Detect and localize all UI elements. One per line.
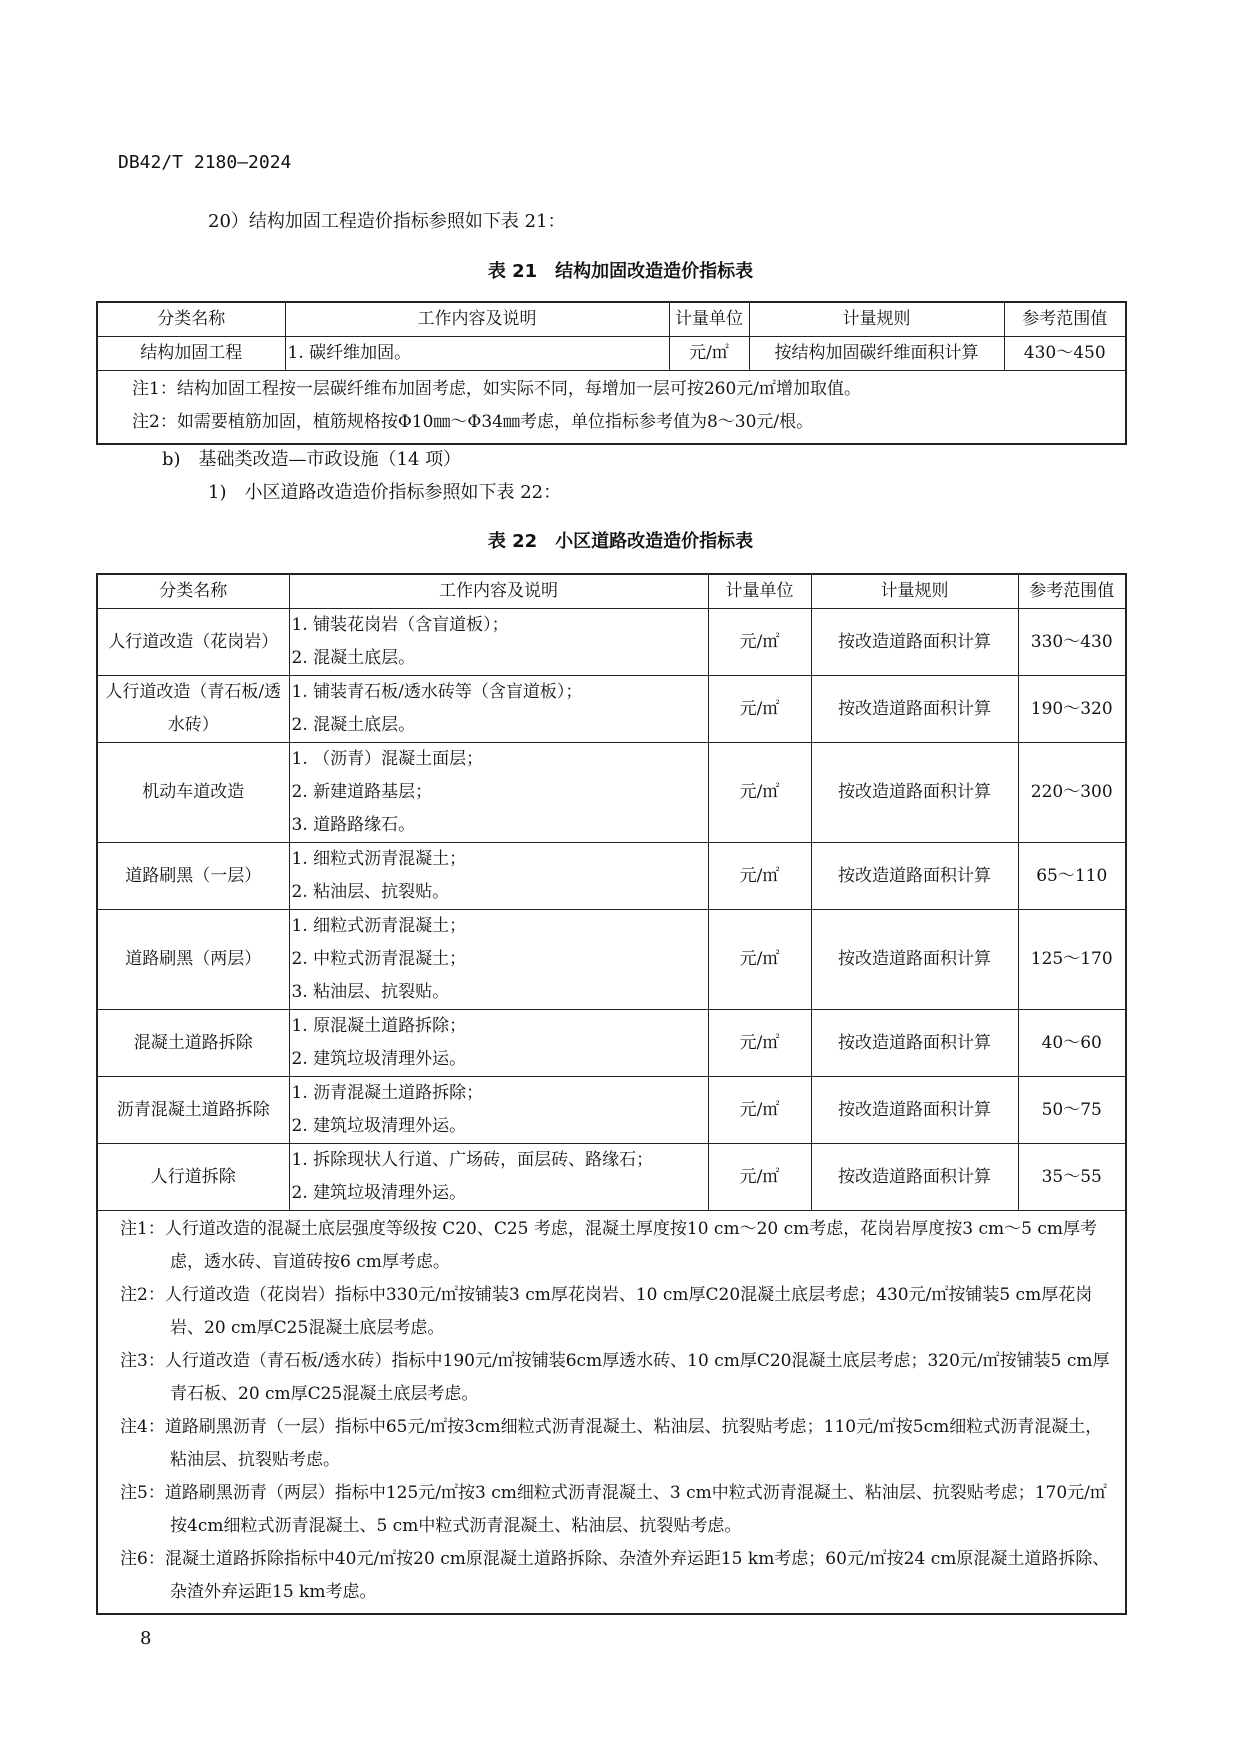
- content-cell: [289, 1144, 708, 1211]
- table-row: [97, 609, 1126, 676]
- rule-cell: 按改造道路面积计算: [811, 743, 1018, 843]
- header-cell: 计量单位: [708, 574, 811, 609]
- content-item: 1. 沥青混凝土道路拆除；: [291, 1083, 484, 1103]
- notes-row: [97, 371, 1126, 445]
- content-item: 1. 铺装花岗岩（含盲道板）；: [291, 615, 509, 635]
- note: 注3：人行道改造（青石板/透水砖）指标中190元/㎡按铺装6cm厚透水砖、10 cm厚C20混凝土底层考虑；320元/㎡按铺装5 cm厚青石板、20 cm厚C25混凝土底层考虑。: [120, 1351, 1110, 1404]
- content-item: 2. 建筑垃圾清理外运。: [291, 1049, 467, 1069]
- content-item: 2. 混凝土底层。: [291, 715, 416, 735]
- content-item: 2. 建筑垃圾清理外运。: [291, 1116, 467, 1136]
- unit-cell: 元/㎡: [669, 337, 749, 371]
- unit-cell: 元/㎡: [708, 1010, 811, 1077]
- content-item: 2. 建筑垃圾清理外运。: [291, 1183, 467, 1203]
- unit-cell: 元/㎡: [708, 910, 811, 1010]
- category-cell: 混凝土道路拆除: [97, 1010, 289, 1077]
- header-cell: 分类名称: [97, 574, 289, 609]
- header-cell: 分类名称: [97, 302, 285, 337]
- content-cell: [289, 676, 708, 743]
- table-row: [97, 676, 1126, 743]
- table-21: [96, 301, 1127, 445]
- unit-cell: 元/㎡: [708, 1077, 811, 1144]
- unit-cell: 元/㎡: [708, 1144, 811, 1211]
- content-item: 3. 粘油层、抗裂贴。: [291, 982, 450, 1002]
- rule-cell: 按结构加固碳纤维面积计算: [749, 337, 1004, 371]
- category-cell: 机动车道改造: [97, 743, 289, 843]
- category-cell: 结构加固工程: [97, 337, 285, 371]
- table-row: [97, 843, 1126, 910]
- content-item: 1. 拆除现状人行道、广场砖，面层砖、路缘石；: [291, 1150, 654, 1170]
- header-cell: 计量规则: [811, 574, 1018, 609]
- header-cell: 计量规则: [749, 302, 1004, 337]
- rule-cell: 按改造道路面积计算: [811, 609, 1018, 676]
- range-cell: 35～55: [1018, 1144, 1126, 1211]
- page-number: 8: [140, 1628, 152, 1649]
- range-cell: 430～450: [1004, 337, 1126, 371]
- content-cell: [289, 609, 708, 676]
- table-row: [97, 1144, 1126, 1211]
- content-item: 2. 中粒式沥青混凝土；: [291, 949, 467, 969]
- category-cell: 人行道拆除: [97, 1144, 289, 1211]
- content-item: 1. 铺装青石板/透水砖等（含盲道板）；: [291, 682, 583, 702]
- doc-header: DB42/T 2180—2024: [118, 152, 292, 173]
- rule-cell: 按改造道路面积计算: [811, 910, 1018, 1010]
- paragraph-b: b) 基础类改造—市政设施（14 项）: [162, 449, 462, 470]
- table-row: [97, 743, 1126, 843]
- header-cell: 计量单位: [669, 302, 749, 337]
- rule-cell: 按改造道路面积计算: [811, 1010, 1018, 1077]
- content-item: 3. 道路路缘石。: [291, 815, 416, 835]
- unit-cell: 元/㎡: [708, 676, 811, 743]
- table-row: [97, 1077, 1126, 1144]
- category-cell: 人行道改造（青石板/透水砖）: [97, 676, 289, 743]
- paragraph-20: 20）结构加固工程造价指标参照如下表 21：: [208, 211, 566, 232]
- table-row: [97, 1010, 1126, 1077]
- content-cell: [289, 843, 708, 910]
- table-header-row: [97, 302, 1126, 337]
- content-cell: [289, 910, 708, 1010]
- table-header-row: [97, 574, 1126, 609]
- table-22: [96, 573, 1127, 1615]
- content-item: 1. 原混凝土道路拆除；: [291, 1016, 467, 1036]
- rule-cell: 按改造道路面积计算: [811, 676, 1018, 743]
- table-22-caption: 表 22 小区道路改造造价指标表: [487, 531, 754, 552]
- note: 注1：人行道改造的混凝土底层强度等级按 C20、C25 考虑，混凝土厚度按10 cm～20 cm考虑，花岗岩厚度按3 cm～5 cm厚考虑，透水砖、盲道砖按6 cm厚考虑。: [120, 1219, 1097, 1272]
- note: 注5：道路刷黑沥青（两层）指标中125元/㎡按3 cm细粒式沥青混凝土、3 cm中粒式沥青混凝土、粘油层、抗裂贴考虑；170元/㎡按4cm细粒式沥青混凝土、5 cm中粒式沥青混凝土、粘油层、抗裂贴考虑。: [120, 1483, 1107, 1536]
- header-cell: 工作内容及说明: [289, 574, 708, 609]
- content-item: 1. 细粒式沥青混凝土；: [291, 849, 467, 869]
- content-cell: [289, 1010, 708, 1077]
- range-cell: 65～110: [1018, 843, 1126, 910]
- category-cell: 道路刷黑（两层）: [97, 910, 289, 1010]
- category-cell: 道路刷黑（一层）: [97, 843, 289, 910]
- note: 注6：混凝土道路拆除指标中40元/㎡按20 cm原混凝土道路拆除、杂渣外弃运距15 km考虑；60元/㎡按24 cm原混凝土道路拆除、杂渣外弃运距15 km考虑。: [120, 1549, 1110, 1602]
- rule-cell: 按改造道路面积计算: [811, 1144, 1018, 1211]
- header-cell: 工作内容及说明: [285, 302, 669, 337]
- rule-cell: 按改造道路面积计算: [811, 843, 1018, 910]
- content-item: 2. 新建道路基层；: [291, 782, 433, 802]
- note: 注2：如需要植筋加固，植筋规格按Φ10㎜～Φ34㎜考虑，单位指标参考值为8～30元/根。: [132, 412, 814, 432]
- category-cell: 沥青混凝土道路拆除: [97, 1077, 289, 1144]
- content-cell: [289, 1077, 708, 1144]
- paragraph-1: 1) 小区道路改造造价指标参照如下表 22：: [208, 482, 562, 503]
- range-cell: 190～320: [1018, 676, 1126, 743]
- table-row: [97, 910, 1126, 1010]
- category-cell: 人行道改造（花岗岩）: [97, 609, 289, 676]
- unit-cell: 元/㎡: [708, 609, 811, 676]
- unit-cell: 元/㎡: [708, 743, 811, 843]
- header-cell: 参考范围值: [1004, 302, 1126, 337]
- content-cell: 1. 碳纤维加固。: [285, 337, 669, 371]
- notes-row: [97, 1211, 1126, 1615]
- range-cell: 330～430: [1018, 609, 1126, 676]
- content-item: 2. 混凝土底层。: [291, 648, 416, 668]
- unit-cell: 元/㎡: [708, 843, 811, 910]
- note: 注1：结构加固工程按一层碳纤维布加固考虑，如实际不同，每增加一层可按260元/㎡增加取值。: [132, 379, 861, 399]
- range-cell: 40～60: [1018, 1010, 1126, 1077]
- range-cell: 220～300: [1018, 743, 1126, 843]
- content-item: 2. 粘油层、抗裂贴。: [291, 882, 450, 902]
- note: 注2：人行道改造（花岗岩）指标中330元/㎡按铺装3 cm厚花岗岩、10 cm厚C20混凝土底层考虑；430元/㎡按铺装5 cm厚花岗岩、20 cm厚C25混凝土底层考虑。: [120, 1285, 1093, 1338]
- note: 注4：道路刷黑沥青（一层）指标中65元/㎡按3cm细粒式沥青混凝土、粘油层、抗裂贴考虑；110元/㎡按5cm细粒式沥青混凝土，粘油层、抗裂贴考虑。: [120, 1417, 1103, 1470]
- range-cell: 125～170: [1018, 910, 1126, 1010]
- table-row: [97, 337, 1126, 371]
- table-21-caption: 表 21 结构加固改造造价指标表: [487, 261, 754, 282]
- content-item: 1. （沥青）混凝土面层；: [291, 749, 484, 769]
- range-cell: 50～75: [1018, 1077, 1126, 1144]
- content-item: 1. 细粒式沥青混凝土；: [291, 916, 467, 936]
- header-cell: 参考范围值: [1018, 574, 1126, 609]
- content-cell: [289, 743, 708, 843]
- rule-cell: 按改造道路面积计算: [811, 1077, 1018, 1144]
